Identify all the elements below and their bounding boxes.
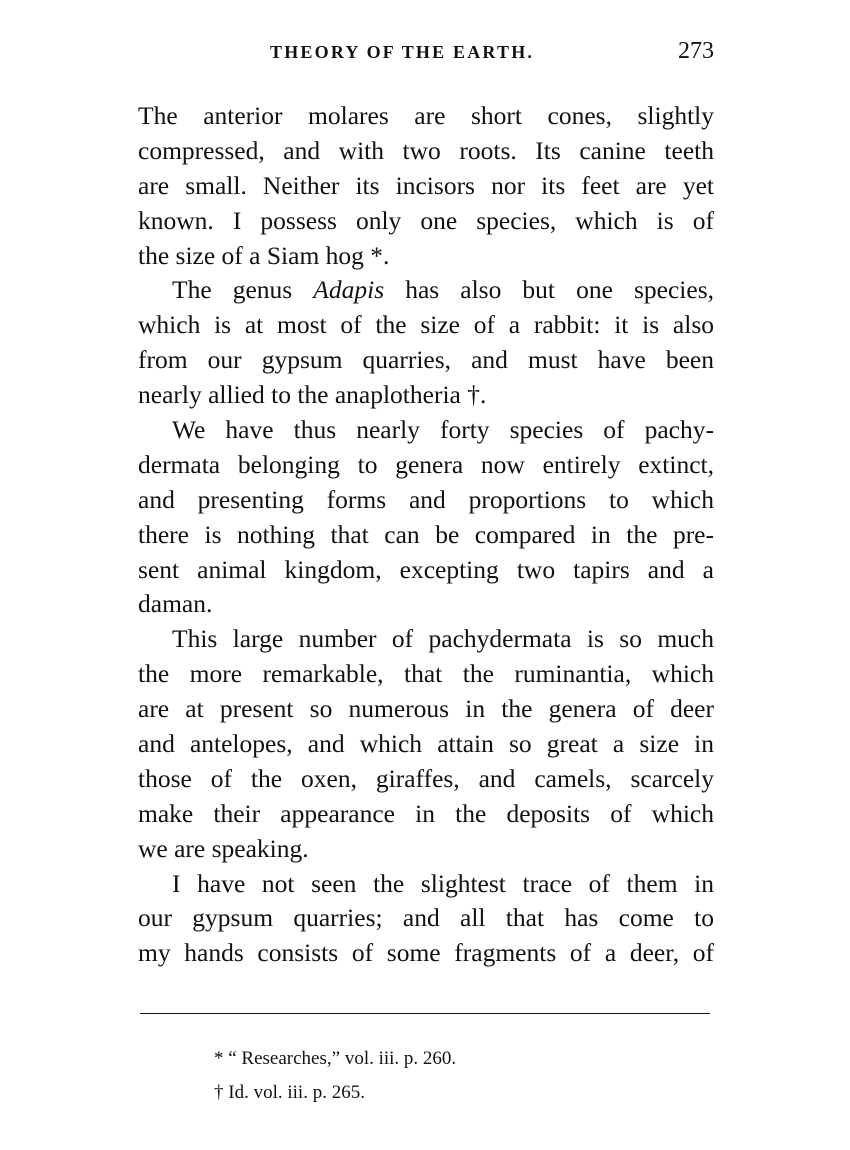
text-line: from our gypsum quarries, and must have been bbox=[138, 345, 714, 375]
text-line: daman. bbox=[138, 589, 213, 619]
text-line: make their appearance in the deposits of which bbox=[138, 798, 714, 828]
footnotes bbox=[214, 1042, 634, 1110]
body-text bbox=[138, 99, 714, 971]
text-line: and presenting forms and proportions to which bbox=[138, 484, 714, 514]
text-line: This large number of pachydermata is so much bbox=[172, 624, 714, 654]
footnote: † Id. vol. iii. p. 265. bbox=[214, 1082, 365, 1103]
text-line-genus bbox=[138, 273, 714, 308]
text-line: We have thus nearly forty species of pachy- bbox=[172, 415, 714, 445]
text-line: which is at most of the size of a rabbit: it is also bbox=[138, 310, 714, 340]
genus-line-rest: has also but one species, bbox=[384, 275, 715, 305]
genus-line-start: The genus bbox=[172, 275, 314, 305]
footnote-divider bbox=[140, 1013, 710, 1014]
text-line: the more remarkable, that the ruminantia, which bbox=[138, 659, 714, 689]
text-line: those of the oxen, giraffes, and camels, scarcely bbox=[138, 763, 714, 793]
text-line: The anterior molares are short cones, slightly bbox=[138, 101, 714, 130]
text-line: there is nothing that can be compared in the pre- bbox=[138, 519, 714, 549]
page-number: 273 bbox=[678, 38, 714, 64]
running-title: THEORY OF THE EARTH. bbox=[270, 42, 535, 62]
running-head bbox=[138, 38, 714, 74]
text-line: I have not seen the slightest trace of them in bbox=[172, 868, 714, 898]
genus-name: Adapis bbox=[313, 275, 385, 305]
text-line: compressed, and with two roots. Its canine teeth bbox=[138, 135, 714, 165]
text-line: the size of a Siam hog *. bbox=[138, 240, 390, 270]
text-line: sent animal kingdom, excepting two tapirs and a bbox=[138, 554, 714, 584]
text-line: our gypsum quarries; and all that has come to bbox=[138, 903, 714, 933]
text-line: and antelopes, and which attain so great a size in bbox=[138, 729, 714, 759]
footnote: * “ Researches,” vol. iii. p. 260. bbox=[214, 1048, 457, 1069]
text-line: nearly allied to the anaplotheria †. bbox=[138, 380, 487, 410]
text-line: known. I possess only one species, which is of bbox=[138, 205, 714, 235]
text-line: dermata belonging to genera now entirely extinct, bbox=[138, 449, 714, 479]
text-line: are small. Neither its incisors nor its feet are yet bbox=[138, 170, 714, 200]
text-line: my hands consists of some fragments of a deer, of bbox=[138, 938, 714, 968]
text-line: are at present so numerous in the genera of deer bbox=[138, 694, 714, 724]
text-line: we are speaking. bbox=[138, 833, 309, 863]
